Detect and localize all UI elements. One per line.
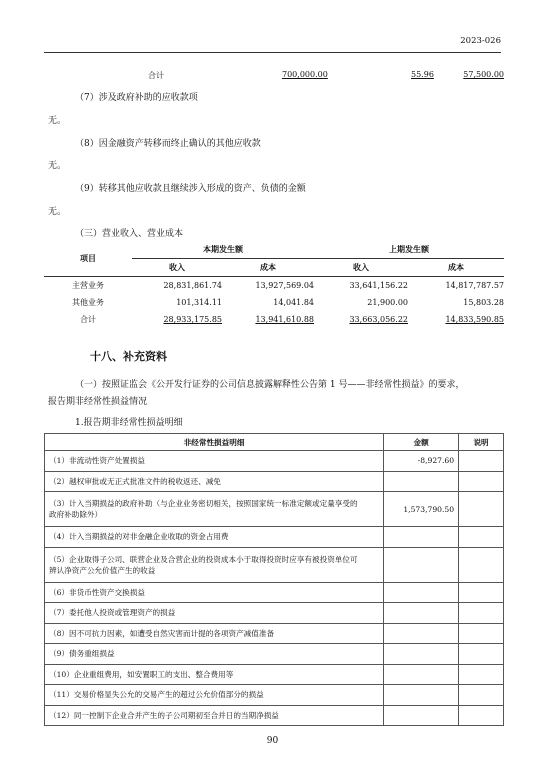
- para-8-none: 无。: [48, 161, 67, 171]
- row-item: （9）债务重组损益: [45, 644, 384, 665]
- row-amount: [384, 664, 459, 685]
- table-row: [45, 623, 504, 644]
- row-item: 其他业务: [72, 298, 104, 307]
- row-item: （1）非流动性资产处置损益: [45, 451, 384, 472]
- document-code: 2023-026: [460, 36, 501, 46]
- row-item: 合计: [80, 315, 96, 324]
- current-income: 28,933,175.85: [163, 315, 222, 324]
- revenue-cost-table: [44, 241, 504, 328]
- table-row: [45, 603, 504, 624]
- row-amount: -8,927.60: [384, 451, 459, 472]
- row-item: （10）企业重组费用，如安置职工的支出、整合费用等: [45, 664, 384, 685]
- table-row: [45, 492, 504, 527]
- row-item-line2: 政府补助除外）: [49, 510, 103, 519]
- row-amount: [384, 623, 459, 644]
- row-note: [459, 685, 504, 706]
- table-row: [44, 277, 504, 295]
- row-amount: [384, 705, 459, 726]
- col-current-header: 本期发生额: [203, 244, 243, 254]
- row-amount: 1,573,790.50: [384, 492, 459, 527]
- nonrecurring-table: [44, 433, 504, 726]
- previous-table-total-row: [44, 70, 504, 84]
- row-amount: [384, 582, 459, 603]
- row-note: [459, 471, 504, 492]
- current-cost: 14,041.84: [273, 298, 314, 307]
- row-note: [459, 603, 504, 624]
- section-18-intro-line1: （一）按照证监会《公开发行证券的公司信息披露解释性公告第 1 号——非经常性损益》的要求，: [75, 380, 465, 390]
- sub-income-header: 收入: [132, 259, 222, 277]
- para-7-none: 无。: [48, 116, 67, 126]
- page-number: 90: [266, 736, 279, 746]
- row-item: （2）越权审批或无正式批准文件的税收返还、减免: [45, 471, 384, 492]
- row-note: [459, 644, 504, 665]
- prior-income: 33,641,156.22: [349, 281, 408, 290]
- row-item: （8）因不可抗力因素，如遭受自然灾害而计提的各项资产减值准备: [45, 623, 384, 644]
- section-18-subtitle: 1.报告期非经常性损益明细: [75, 418, 183, 428]
- table-row: [45, 471, 504, 492]
- col-prior-header: 上期发生额: [389, 244, 429, 254]
- prior-cost: 14,817,787.57: [445, 281, 504, 290]
- row-item: 主营业务: [72, 281, 104, 290]
- row-note: [459, 492, 504, 527]
- row-item: [45, 547, 384, 582]
- table-row: [44, 294, 504, 311]
- section-3-heading: （三）营业收入、营业成本: [75, 229, 184, 239]
- row-note: [459, 547, 504, 582]
- row-note: [459, 582, 504, 603]
- sub-income-header: 收入: [314, 259, 408, 277]
- table-row: [45, 547, 504, 582]
- row-amount: [384, 471, 459, 492]
- para-9-none: 无。: [48, 207, 67, 217]
- col-item-header: 非经常性损益明细: [45, 434, 384, 451]
- sub-cost-header: 成本: [408, 259, 504, 277]
- row-item: （12）同一控制下企业合并产生的子公司期初至合并日的当期净损益: [45, 705, 384, 726]
- row-item: （4）计入当期损益的对非金融企业收取的资金占用费: [45, 527, 384, 548]
- section-18-intro-line2: 报告期非经常性损益情况: [48, 397, 148, 407]
- row-item-line1: （5）企业取得子公司、联营企业及合营企业的投资成本小于取得投资时应享有被投资单位可: [49, 554, 358, 564]
- table-row: [45, 705, 504, 726]
- prior-cost: 15,803.28: [463, 298, 504, 307]
- table-row: [45, 582, 504, 603]
- total-amount: 700,000.00: [282, 70, 328, 79]
- row-note: [459, 705, 504, 726]
- current-income: 28,831,861.74: [163, 281, 222, 290]
- row-item: [45, 492, 384, 527]
- row-item-line2: 辨认净资产公允价值产生的收益: [49, 565, 156, 575]
- para-7-heading: （7）涉及政府补助的应收款项: [75, 93, 198, 103]
- row-item: （11）交易价格显失公允的交易产生的超过公允价值部分的损益: [45, 685, 384, 706]
- prior-cost: 14,833,590.85: [445, 315, 504, 324]
- total-percentage: 55.96: [411, 70, 434, 79]
- total-provision: 57,500.00: [463, 70, 504, 79]
- col-amount-header: 金额: [384, 434, 459, 451]
- row-amount: [384, 527, 459, 548]
- header-rule: [44, 52, 501, 53]
- row-item-line1: （3）计入当期损益的政府补助（与企业业务密切相关，按照国家统一标准定额或定量享受的: [49, 499, 358, 508]
- row-note: [459, 664, 504, 685]
- total-label: 合计: [148, 71, 164, 80]
- row-note: [459, 451, 504, 472]
- prior-income: 33,663,056.22: [349, 315, 408, 324]
- current-cost: 13,941,610.88: [255, 315, 314, 324]
- para-9-heading: （9）转移其他应收款且继续涉入形成的资产、负债的金额: [75, 184, 306, 194]
- section-18-title: 十八、补充资料: [90, 350, 167, 363]
- row-note: [459, 527, 504, 548]
- row-item: （6）非货币性资产交换损益: [45, 582, 384, 603]
- sub-cost-header: 成本: [222, 259, 314, 277]
- current-income: 101,314.11: [176, 298, 222, 307]
- table-row-total: [44, 311, 504, 328]
- row-note: [459, 623, 504, 644]
- row-amount: [384, 547, 459, 582]
- row-amount: [384, 603, 459, 624]
- para-8-heading: （8）因金融资产转移而终止确认的其他应收款: [75, 139, 261, 149]
- row-amount: [384, 685, 459, 706]
- table-row: [45, 664, 504, 685]
- table-row: [45, 685, 504, 706]
- col-item-header: 项目: [44, 241, 132, 277]
- current-cost: 13,927,569.04: [255, 281, 314, 290]
- prior-income: 21,900.00: [367, 298, 408, 307]
- table-row: [45, 451, 504, 472]
- col-note-header: 说明: [459, 434, 504, 451]
- table-row: [45, 527, 504, 548]
- table-row: [45, 644, 504, 665]
- row-item: （7）委托他人投资或管理资产的损益: [45, 603, 384, 624]
- row-amount: [384, 644, 459, 665]
